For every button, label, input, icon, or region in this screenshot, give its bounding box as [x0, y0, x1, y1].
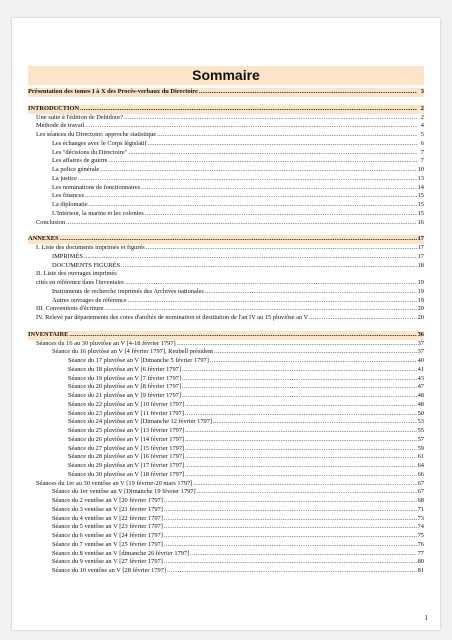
toc-entry-page: 53: [417, 418, 424, 426]
dot-leader: [124, 114, 417, 123]
toc-entry[interactable]: [28, 149, 424, 158]
dot-leader: [185, 427, 416, 436]
dot-leader: [141, 184, 416, 193]
toc-entry[interactable]: [28, 262, 424, 271]
dot-leader: [146, 244, 417, 253]
toc-entry-page: 74: [417, 523, 424, 531]
toc-entry[interactable]: [28, 210, 424, 219]
dot-leader: [213, 418, 417, 427]
toc-entry-page: 66: [417, 470, 424, 478]
dot-leader: [128, 149, 417, 158]
toc-entry[interactable]: [28, 375, 424, 384]
toc-entry-title: Séances du 16 au 30 pluviôse an V [4-18 février 1797]: [36, 339, 176, 347]
toc-entry-title: Séance du 29 pluviôse an V [17 février 1797]: [68, 462, 185, 469]
toc-entry-page: 16: [417, 218, 424, 226]
toc-entry-page: 77: [417, 549, 424, 557]
dot-leader: [182, 375, 417, 384]
dot-leader: [60, 235, 417, 244]
toc-entry-title: Les nominations de fonctionnaires: [52, 183, 141, 191]
dot-leader: [100, 166, 416, 175]
toc-entry-title: Séance du 18 pluviôse an V [6 février 1797]: [68, 365, 181, 373]
toc-entry-title: Les échanges avec le Corps législatif: [52, 139, 147, 147]
toc-entry-title: Séance du 22 pluviôse an V [10 février 1797]: [68, 400, 185, 408]
toc-entry-page: 48: [417, 392, 424, 399]
dot-leader: [80, 105, 417, 114]
dot-leader: [108, 157, 417, 166]
toc-entry[interactable]: [28, 410, 424, 419]
toc-entry-page: 71: [417, 505, 424, 513]
toc-entry-page: 2: [420, 104, 424, 112]
toc-entry-title: Séance du 21 pluviôse an V [9 février 1797]: [68, 392, 181, 399]
dot-leader: [177, 340, 417, 349]
toc-entry-title: Les affaires de guerre: [52, 157, 108, 165]
toc-entry[interactable]: [28, 175, 424, 184]
toc-entry-page: 76: [417, 540, 424, 548]
toc-entry-page: 59: [417, 444, 424, 452]
toc-entry[interactable]: [28, 401, 424, 410]
dot-leader: [309, 314, 416, 323]
table-of-contents: [28, 88, 424, 576]
toc-entry[interactable]: [28, 270, 424, 279]
toc-entry[interactable]: [28, 445, 424, 454]
toc-entry-page: 20: [417, 314, 424, 321]
toc-entry-title: Séance du 16 pluviôse an V [4 février 1797], Reubell président: [52, 348, 214, 356]
toc-entry-page: 18: [417, 261, 424, 269]
dot-leader: [210, 357, 417, 366]
toc-entry-title: Présentation des tomes I à X des Procès-verbaux du Directoire: [28, 88, 198, 95]
toc-entry[interactable]: [28, 348, 424, 357]
dot-leader: [128, 297, 417, 306]
toc-entry-title: Séance du 7 ventôse an V [25 février 1797]: [52, 540, 163, 548]
toc-entry[interactable]: [28, 488, 424, 497]
toc-entry-page: 13: [417, 174, 424, 182]
toc-entry-title: ANNEXES: [28, 235, 59, 243]
dot-leader: [185, 471, 416, 480]
toc-entry-page: 19: [417, 287, 424, 295]
toc-entry-page: 50: [417, 409, 424, 417]
toc-entry-page: 17: [417, 252, 424, 260]
toc-entry-title: Séance du 26 pluviôse an V [14 février 1797]: [68, 435, 185, 443]
toc-entry-title: Séance du 20 pluviôse an V [8 février 1797]: [68, 383, 181, 391]
toc-entry-title: Séance du 24 pluviôse an V [Dimanche 12 février 1797]: [68, 418, 213, 426]
toc-entry-title: Séance du 28 pluviôse an V [16 février 1797]: [68, 453, 185, 461]
toc-entry-page: 40: [417, 357, 424, 364]
toc-entry[interactable]: [28, 235, 424, 244]
dot-leader: [164, 532, 417, 541]
toc-entry-page: 6: [420, 139, 424, 147]
dot-leader: [164, 515, 417, 524]
toc-entry-title: La police générale: [52, 166, 100, 173]
toc-entry-title: III. Conventions d'écriture: [36, 305, 104, 313]
dot-leader: [84, 253, 417, 262]
toc-entry-title: Séance du 2 ventôse an V [20 février 1797]: [52, 497, 163, 504]
toc-entry[interactable]: [28, 114, 424, 123]
toc-entry[interactable]: [28, 541, 424, 550]
toc-entry-title: Séance du 23 pluviôse an V [11 février 1797]: [68, 409, 184, 417]
dot-leader: [85, 122, 417, 131]
toc-entry-title: INTRODUCTION: [28, 104, 80, 112]
toc-entry[interactable]: [28, 558, 424, 567]
toc-entry-page: 5: [420, 131, 424, 138]
toc-entry-page: 68: [417, 497, 424, 504]
toc-entry[interactable]: [28, 427, 424, 436]
toc-entry-page: 7: [420, 157, 424, 165]
toc-entry-page: 3: [420, 88, 424, 95]
toc-entry-page: 75: [417, 532, 424, 539]
toc-entry-title: Séance du 30 pluviôse an V [18 février 1797]: [68, 470, 185, 478]
toc-entry-page: 48: [417, 400, 424, 408]
document-page: [12, 18, 440, 630]
toc-entry[interactable]: [28, 532, 424, 541]
toc-entry[interactable]: [28, 480, 424, 489]
toc-entry-page: 15: [417, 209, 424, 217]
toc-entry[interactable]: [28, 314, 424, 323]
toc-entry[interactable]: [28, 166, 424, 175]
toc-entry[interactable]: [28, 88, 424, 97]
dot-leader: [164, 506, 417, 515]
toc-entry-page: 43: [417, 374, 424, 382]
page-title: Sommaire: [28, 66, 424, 85]
toc-entry[interactable]: [28, 131, 424, 140]
toc-entry-page: 67: [417, 479, 424, 487]
toc-entry-title: Une suite à l'édition de Debidour?: [36, 113, 124, 121]
dot-leader: [185, 410, 417, 419]
toc-entry-title: DOCUMENTS FIGURÉS: [52, 261, 120, 269]
toc-entry-page: 64: [417, 462, 424, 469]
toc-entry-title: Séance du 10 ventôse an V [28 février 1797]: [52, 567, 167, 574]
dot-leader: [89, 201, 417, 210]
toc-entry[interactable]: [28, 550, 424, 559]
toc-entry-title: Séance du 8 ventôse an V [dimanche 26 février 1797]: [52, 549, 190, 557]
dot-leader: [185, 436, 416, 445]
toc-entry-title: INVENTAIRE: [28, 330, 69, 338]
toc-entry-page: 20: [417, 305, 424, 313]
toc-entry[interactable]: [28, 497, 424, 506]
toc-entry-title: Séance du 17 pluviôse an V [Dimanche 5 février 1797]: [68, 357, 209, 364]
toc-entry[interactable]: [28, 471, 424, 480]
toc-entry[interactable]: [28, 140, 424, 149]
toc-entry[interactable]: [28, 201, 424, 210]
toc-entry-title: Séance du 1er ventôse an V [Dimanche 19 février 1797]: [52, 488, 196, 496]
toc-entry-title: Séance du 27 pluviôse an V [15 février 1797]: [68, 444, 185, 452]
toc-entry[interactable]: [28, 523, 424, 532]
toc-entry-page: 17: [417, 244, 424, 251]
toc-entry-page: 7: [420, 148, 424, 156]
dot-leader: [182, 392, 417, 401]
toc-entry-page: 36: [417, 330, 424, 338]
toc-entry-title: Les finances: [52, 192, 85, 200]
dot-leader: [185, 462, 416, 471]
toc-entry[interactable]: [28, 244, 424, 253]
toc-entry-title: Méthode de travail: [36, 122, 85, 130]
toc-entry-page: 80: [417, 558, 424, 566]
toc-entry-title: L'Intérieur, la marine et les colonies: [52, 209, 144, 217]
toc-entry-title: Séance du 19 pluviôse an V [7 février 1797]: [68, 374, 181, 382]
dot-leader: [69, 331, 416, 340]
dot-leader: [164, 523, 417, 532]
toc-entry[interactable]: [28, 184, 424, 193]
dot-leader: [185, 453, 416, 462]
toc-entry[interactable]: [28, 567, 424, 576]
toc-entry[interactable]: [28, 305, 424, 314]
dot-leader: [205, 288, 417, 297]
dot-leader: [167, 567, 417, 576]
toc-entry-page: 2: [420, 113, 424, 121]
toc-entry-title: IV. Relevé par départements des cotes d'arrêtés de nomination et destitution de l'an IV au 15 pluviôse an V: [36, 314, 309, 321]
dot-leader: [190, 550, 416, 559]
toc-entry-page: 19: [417, 279, 424, 286]
toc-entry-page: 47: [417, 383, 424, 391]
toc-entry-page: 17: [417, 235, 424, 243]
dot-leader: [214, 348, 417, 357]
toc-entry-page: 37: [417, 348, 424, 356]
toc-entry-title: Séance du 6 ventôse an V [24 février 1797]: [52, 532, 163, 539]
dot-leader: [66, 219, 416, 228]
toc-entry-page: 55: [417, 427, 424, 434]
dot-leader: [85, 192, 416, 201]
toc-entry-page: 14: [417, 183, 424, 191]
toc-entry[interactable]: [28, 418, 424, 427]
toc-entry[interactable]: [28, 105, 424, 114]
toc-entry-title: Les séances du Directoire: approche statistique: [36, 131, 157, 138]
page-number: 1: [424, 614, 428, 622]
dot-leader: [121, 262, 417, 271]
toc-entry-page: 37: [417, 339, 424, 347]
dot-leader: [199, 88, 417, 97]
toc-entry-title: II. Liste des ouvrages imprimés: [36, 270, 117, 278]
toc-entry-page: 15: [417, 201, 424, 208]
toc-entry[interactable]: [28, 340, 424, 349]
dot-leader: [104, 305, 416, 314]
toc-entry-page: 61: [417, 453, 424, 461]
toc-entry-page: 67: [417, 488, 424, 496]
toc-entry-page: 10: [417, 166, 424, 173]
toc-entry-title: Séance du 3 ventôse an V [21 février 1797]: [52, 505, 163, 513]
toc-entry-title: Conclusion: [36, 218, 66, 226]
toc-entry-title: La diplomatie: [52, 201, 88, 208]
toc-entry-page: 15: [417, 192, 424, 200]
dot-leader: [197, 488, 417, 497]
dot-leader: [164, 497, 417, 506]
toc-entry-title: Séance du 25 pluviôse an V [13 février 1797]: [68, 427, 185, 434]
toc-entry[interactable]: [28, 357, 424, 366]
toc-entry-page: 41: [417, 365, 424, 373]
toc-entry[interactable]: [28, 515, 424, 524]
toc-entry-page: 19: [417, 296, 424, 304]
toc-entry[interactable]: [28, 366, 424, 375]
dot-leader: [78, 175, 417, 184]
dot-leader: [145, 210, 417, 219]
toc-entry-title: cités en référence dans l'inventaire: [36, 279, 125, 286]
dot-leader: [157, 131, 417, 140]
toc-entry-title: Séance du 4 ventôse an V [22 février 1797]: [52, 514, 163, 522]
toc-entry-page: 81: [417, 567, 424, 574]
dot-leader: [125, 279, 417, 288]
toc-entry-title: Autres ouvrages de référence: [52, 296, 127, 304]
toc-entry-title: Séances du 1er au 30 ventôse an V [19 février-20 mars 1797]: [36, 479, 193, 487]
toc-entry-page: 4: [420, 122, 424, 130]
toc-entry-title: IMPRIMÉS: [52, 252, 83, 260]
toc-entry[interactable]: [28, 392, 424, 401]
dot-leader: [164, 541, 417, 550]
dot-leader: [185, 445, 416, 454]
toc-entry[interactable]: [28, 253, 424, 262]
toc-entry[interactable]: [28, 383, 424, 392]
toc-entry-title: I. Liste des documents imprimés et figurés: [36, 244, 145, 251]
dot-leader: [148, 140, 417, 149]
toc-entry-page: 57: [417, 435, 424, 443]
dot-leader: [182, 366, 417, 375]
dot-leader: [185, 401, 416, 410]
toc-entry-title: Instruments de recherche imprimés des Archives nationales: [52, 287, 204, 295]
dot-leader: [182, 383, 417, 392]
toc-entry[interactable]: [28, 462, 424, 471]
toc-entry[interactable]: [28, 288, 424, 297]
toc-entry[interactable]: [28, 331, 424, 340]
toc-entry-title: Les "décisions du Directoire": [52, 148, 128, 156]
toc-entry[interactable]: [28, 219, 424, 228]
toc-entry-title: Séance du 5 ventôse an V [23 février 1797]: [52, 523, 163, 531]
toc-entry[interactable]: [28, 192, 424, 201]
toc-entry-title: Séance du 9 ventôse an V [27 février 1797]: [52, 558, 163, 566]
toc-entry[interactable]: [28, 122, 424, 131]
dot-leader: [193, 480, 416, 489]
toc-entry-page: 73: [417, 514, 424, 522]
toc-entry-title: La justice: [52, 174, 78, 182]
toc-entry[interactable]: [28, 506, 424, 515]
toc-entry[interactable]: [28, 279, 424, 288]
toc-entry[interactable]: [28, 157, 424, 166]
dot-leader: [164, 558, 417, 567]
toc-entry[interactable]: [28, 453, 424, 462]
toc-entry[interactable]: [28, 436, 424, 445]
toc-entry[interactable]: [28, 297, 424, 306]
